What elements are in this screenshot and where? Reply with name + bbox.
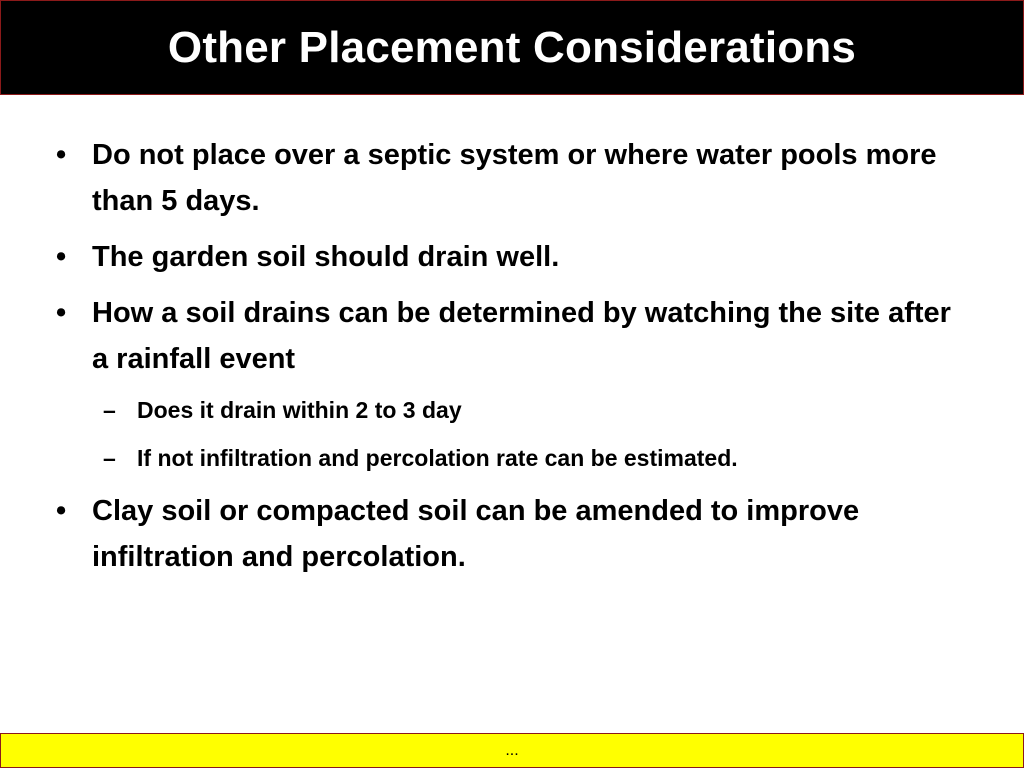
bullet-item	[56, 290, 956, 382]
bullet-marker: •	[56, 495, 67, 527]
sub-bullet-item	[56, 440, 956, 476]
slide-title: Other Placement Considerations	[167, 22, 857, 72]
sub-bullet-text: Does it drain within 2 to 3 day	[137, 397, 462, 423]
footer-bar	[0, 733, 1024, 768]
sub-bullet-text: If not infiltration and percolation rate can be estimated.	[137, 445, 738, 471]
bullet-marker: •	[56, 241, 67, 273]
bullet-item	[56, 132, 956, 224]
bullet-text: The garden soil should drain well.	[92, 241, 560, 273]
bullet-marker: •	[56, 297, 67, 329]
bullet-text: Clay soil or compacted soil can be amended to improve infiltration and percolation.	[92, 495, 860, 573]
sub-bullet-marker: –	[103, 445, 116, 471]
bullet-item	[56, 488, 956, 580]
bullet-item	[56, 234, 956, 280]
title-bar	[0, 0, 1024, 95]
sub-bullet-marker: –	[103, 397, 116, 423]
sub-bullet-item	[56, 392, 956, 428]
bullet-text: Do not place over a septic system or where water pools more than 5 days.	[92, 139, 937, 217]
bullet-list	[56, 132, 956, 590]
bullet-text: How a soil drains can be determined by watching the site after a rainfall event	[92, 297, 951, 375]
bullet-marker: •	[56, 139, 67, 171]
footer-text: ...	[505, 741, 519, 759]
